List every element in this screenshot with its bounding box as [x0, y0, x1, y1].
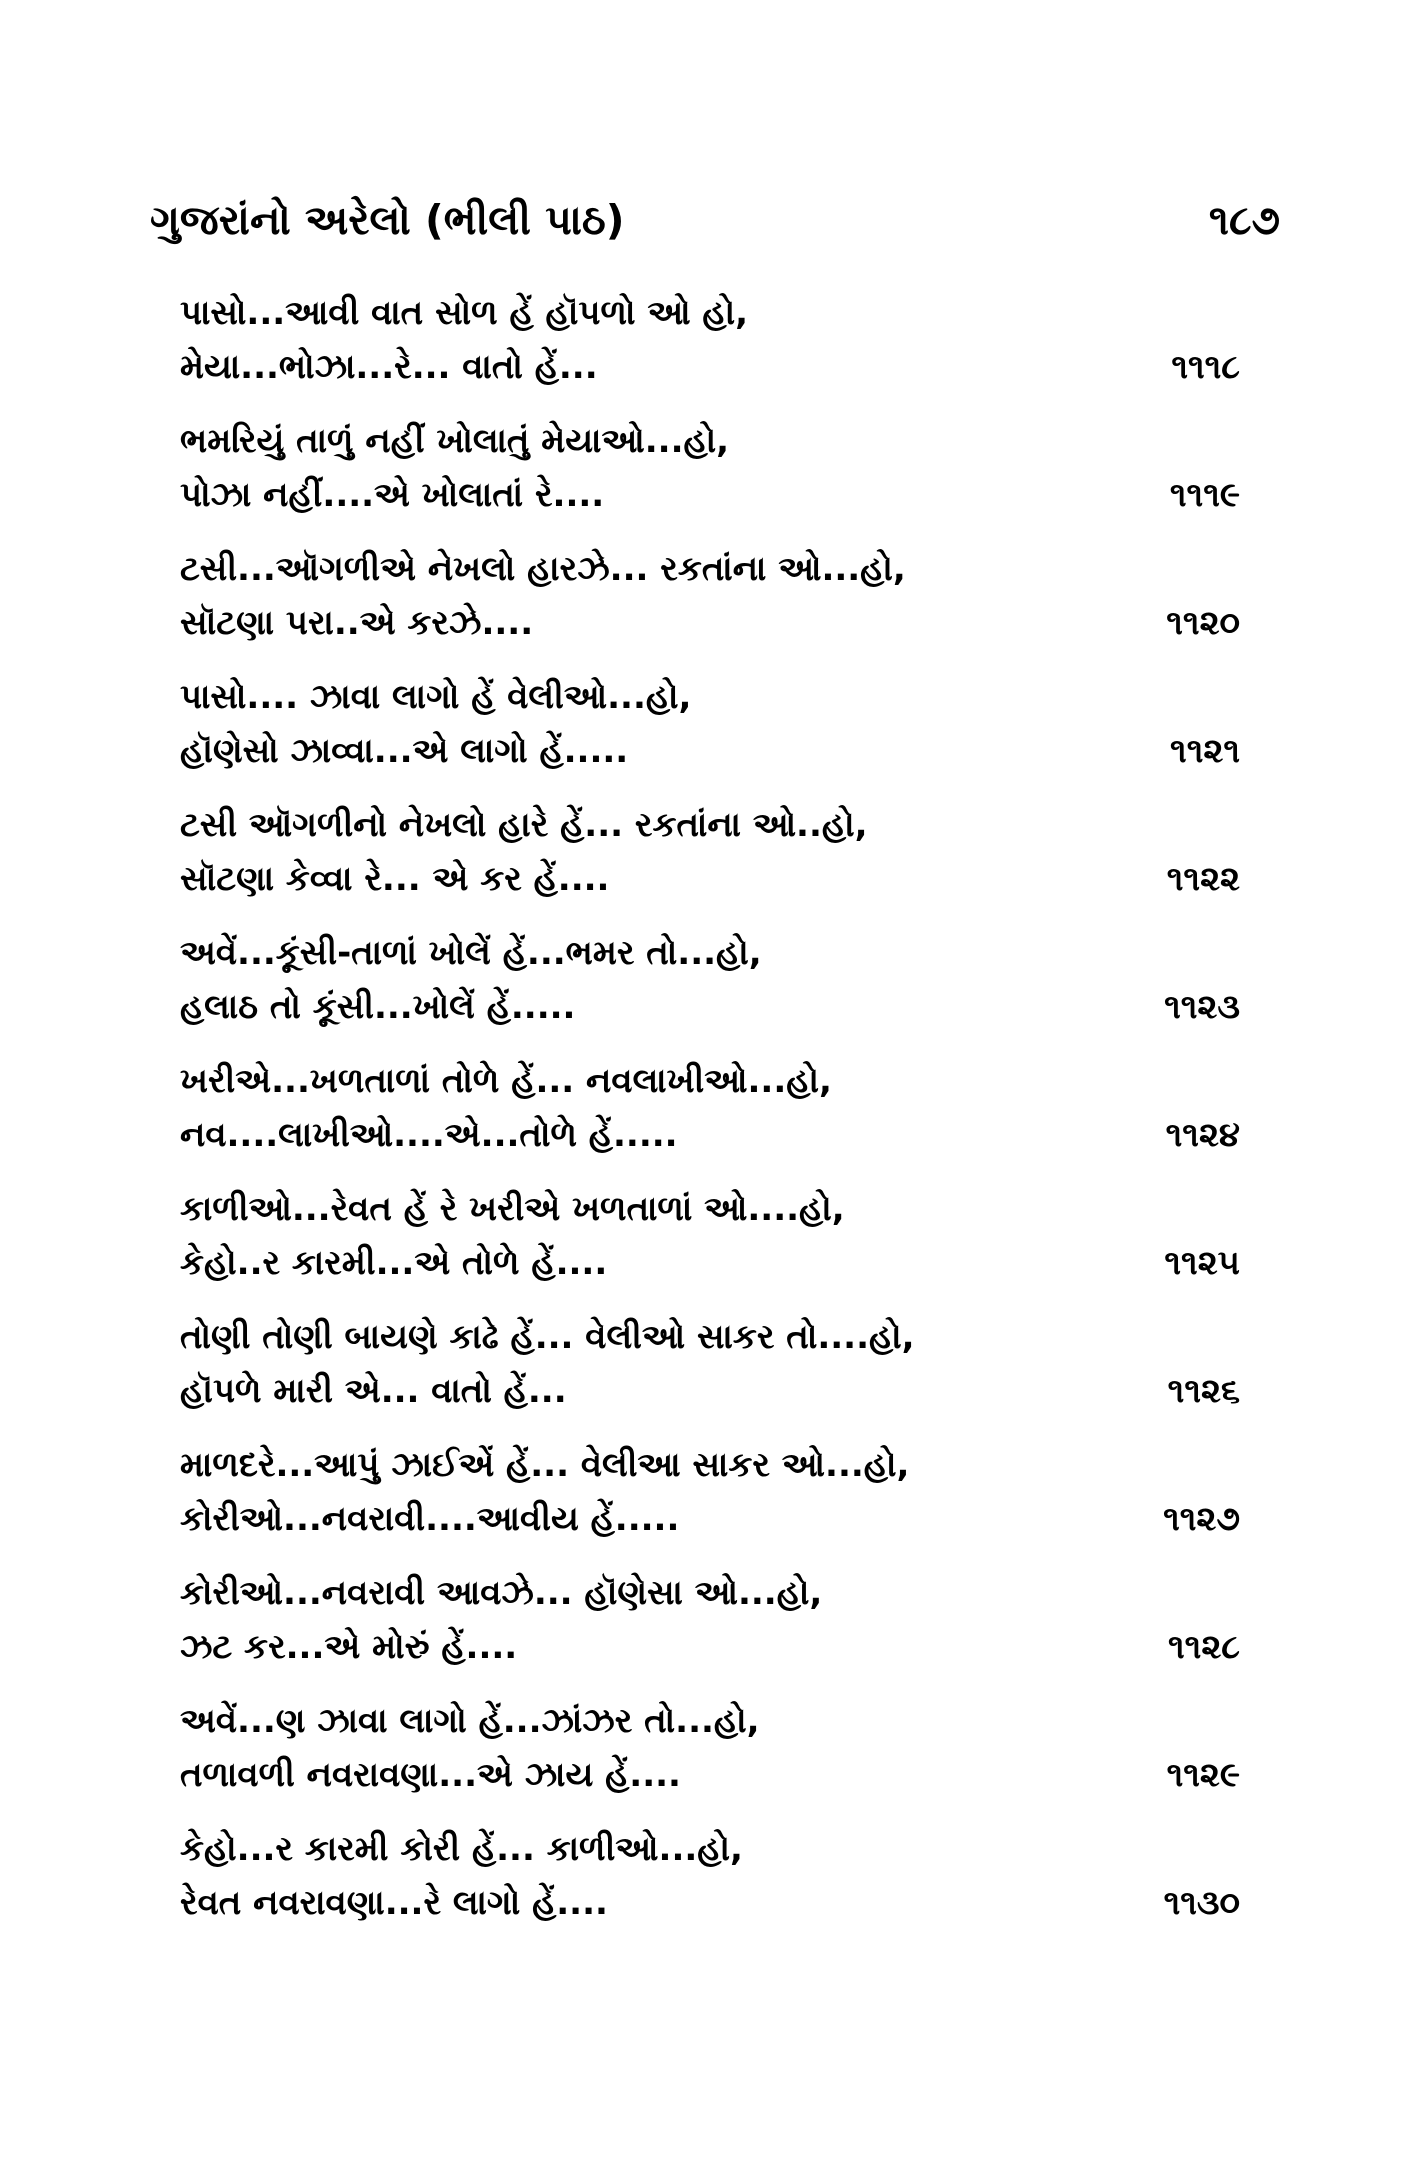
verse-line-1: અવેં...કૂંસી-તાળાં ખોલેં હેં...ભમર તો...હો,: [180, 933, 762, 973]
verse-line-2: કોરીઓ...નવરાવી....આવીય હેં.....: [180, 1499, 680, 1539]
verse-line-2: સૉટણા પરા..એ કરઝે....: [180, 603, 534, 643]
verse-line-2: રેવત નવરાવણા...રે લાગો હેં....: [180, 1883, 608, 1923]
verse-number: ૧૧૩૦: [1163, 1883, 1240, 1923]
verse-line-1: ટસી ઑગળીનો નેખલો હારે હેં... રકતાંના ઓ..હો,: [180, 805, 868, 845]
verse: [180, 1570, 1240, 1698]
verse-number: ૧૧૧૮: [1171, 347, 1240, 387]
verse-line-1: કોરીઓ...નવરાવી આવઝે... હૉણેસા ઓ...હો,: [180, 1573, 823, 1613]
verse-line-2: હૉણેસો ઝાવ્વા...એ લાગો હેં.....: [180, 731, 629, 771]
verse-line-1: ભમરિયું તાળું નહીં ખોલાતું મેયાઓ...હો,: [180, 421, 730, 461]
verse-number: ૧૧૨૪: [1165, 1115, 1240, 1155]
verse-line-2: ઝટ કર...એ મોરું હેં....: [180, 1627, 518, 1667]
verse: [180, 1698, 1240, 1826]
page-title: ગુજરાંનો અરેલો (ભીલી પાઠ): [150, 196, 625, 244]
verse: [180, 418, 1240, 546]
verse-number: ૧૧૨૨: [1166, 859, 1240, 899]
verse-line-2: કેહો..ર કારમી...એ તોળે હેં....: [180, 1243, 608, 1283]
verse-line-2: પોઝા નહીં....એ ખોલાતાં રે....: [180, 475, 605, 515]
verse-line-1: કેહો...ર કારમી કોરી હેં... કાળીઓ...હો,: [180, 1829, 743, 1869]
verse-number: ૧૧૨૭: [1163, 1499, 1240, 1539]
verse-line-2: નવ....લાખીઓ....એ...તોળે હેં.....: [180, 1115, 678, 1155]
page-number: ૧૮૭: [1208, 196, 1280, 244]
verse: [180, 546, 1240, 674]
verse-line-1: પાસો...આવી વાત સોળ હેં હૉપળો ઓ હો,: [180, 293, 749, 333]
verse-line-1: ખરીએ...ખળતાળાં તોળે હેં... નવલાખીઓ...હો,: [180, 1061, 832, 1101]
verse-number: ૧૧૨૩: [1164, 987, 1240, 1027]
verse: [180, 1058, 1240, 1186]
verse-line-2: હલાઠ તો કૂંસી...ખોલેં હેં.....: [180, 987, 576, 1027]
verse: [180, 674, 1240, 802]
verse-line-1: માળદરે...આપું ઝાઈએં હેં... વેલીઆ સાકર ઓ...હો,: [180, 1445, 910, 1485]
verse-list: [180, 290, 1240, 1954]
verse: [180, 1826, 1240, 1954]
verse: [180, 802, 1240, 930]
verse-line-2: સૉટણા કેવ્વા રે... એ કર હેં....: [180, 859, 610, 899]
verse-line-2: હૉપળે મારી એ... વાતો હેં...: [180, 1371, 567, 1411]
verse: [180, 290, 1240, 418]
verse-line-1: ટસી...ઑગળીએ નેખલો હારઝે... રકતાંના ઓ...હો,: [180, 549, 906, 589]
verse-line-2: મેયા...ભોઝા...રે... વાતો હેં...: [180, 347, 598, 387]
verse-number: ૧૧૧૯: [1169, 475, 1240, 515]
verse-line-1: તોણી તોણી બાયણે કાઢે હેં... વેલીઓ સાકર તો....હો,: [180, 1317, 915, 1357]
verse: [180, 930, 1240, 1058]
verse-number: ૧૧૨૬: [1167, 1371, 1240, 1411]
verse: [180, 1442, 1240, 1570]
verse-line-1: કાળીઓ...રેવત હેં રે ખરીએ ખળતાળાં ઓ....હો,: [180, 1189, 845, 1229]
verse-number: ૧૧૨૯: [1166, 1755, 1240, 1795]
verse: [180, 1314, 1240, 1442]
page-header: [150, 196, 1280, 256]
verse-number: ૧૧૨૫: [1164, 1243, 1240, 1283]
verse: [180, 1186, 1240, 1314]
verse-number: ૧૧૨૦: [1166, 603, 1240, 643]
verse-line-1: પાસો.... ઝાવા લાગો હેં વેલીઓ...હો,: [180, 677, 692, 717]
verse-number: ૧૧૨૧: [1170, 731, 1240, 771]
verse-line-1: અવેં...ણ ઝાવા લાગો હેં...ઝાંઝર તો...હો,: [180, 1701, 760, 1741]
verse-line-2: તળાવળી નવરાવણા...એ ઝાય હેં....: [180, 1755, 681, 1795]
verse-number: ૧૧૨૮: [1168, 1627, 1240, 1667]
